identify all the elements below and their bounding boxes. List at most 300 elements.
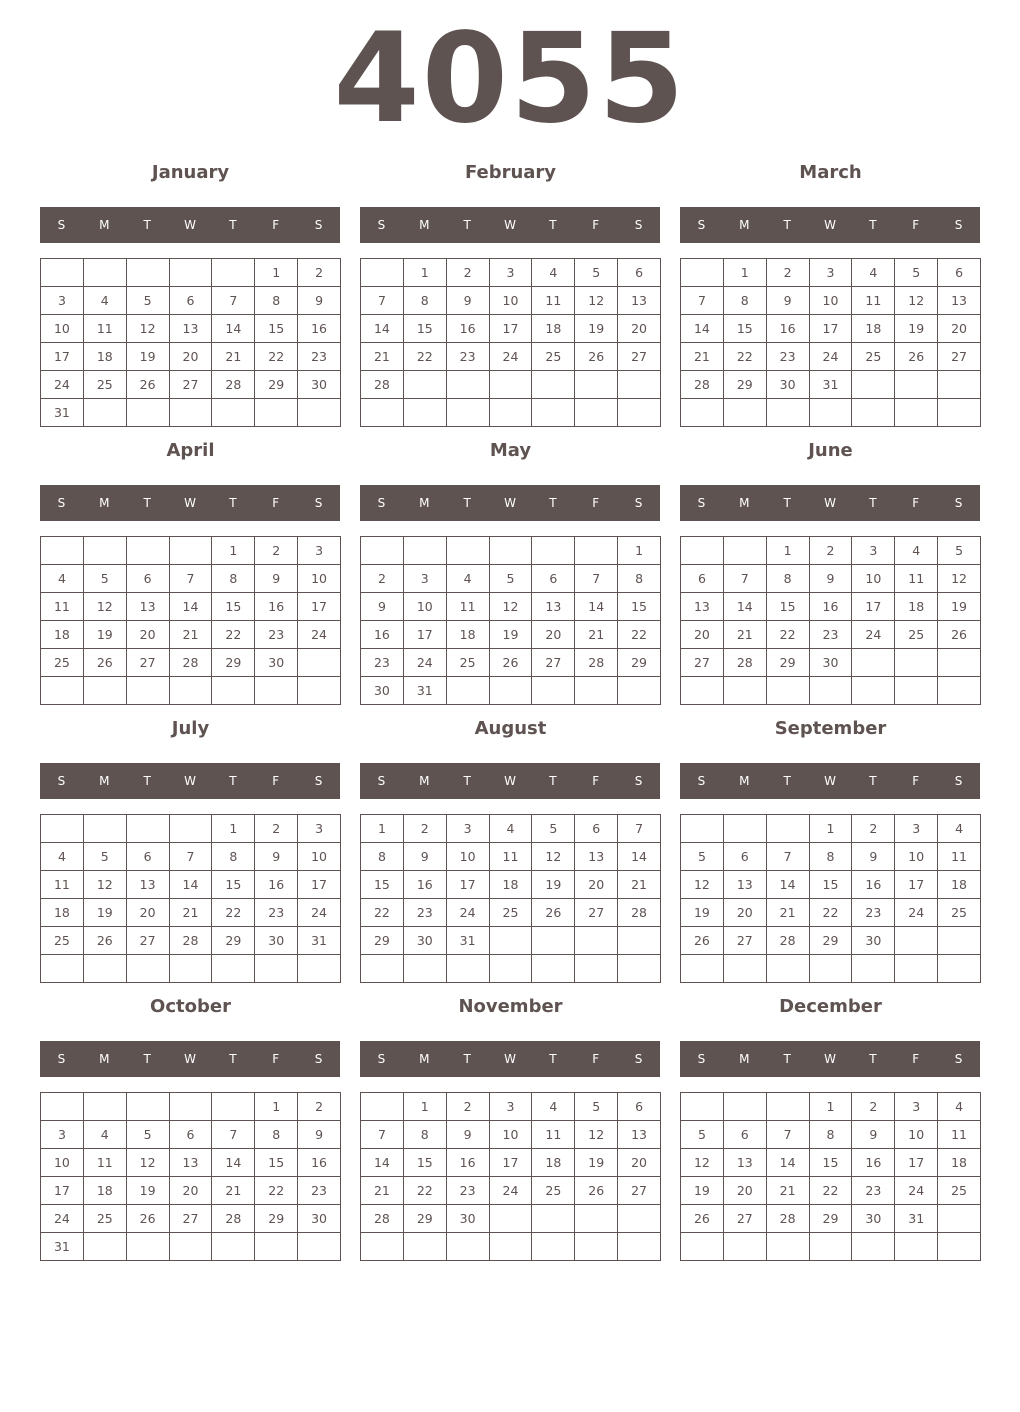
empty-cell [532,677,575,705]
weekday-label: S [377,1052,386,1066]
day-cell: 27 [724,927,767,955]
day-cell: 26 [575,343,618,371]
day-cell: 26 [127,371,170,399]
day-cell: 17 [447,871,490,899]
weekday-label: T [869,1052,877,1066]
day-cell: 19 [681,1177,724,1205]
day-cell: 27 [532,649,575,677]
weekday-label: S [954,218,963,232]
day-cell: 13 [170,1149,213,1177]
day-cell: 22 [255,343,298,371]
empty-cell [298,677,341,705]
day-cell: 18 [41,899,84,927]
empty-cell [938,1205,981,1233]
day-cell: 19 [127,343,170,371]
empty-cell [938,1233,981,1261]
empty-cell [255,399,298,427]
day-cell: 20 [170,1177,213,1205]
day-cell: 14 [212,1149,255,1177]
day-cell: 30 [810,649,853,677]
day-cell: 27 [618,343,661,371]
day-cell: 28 [767,1205,810,1233]
day-cell: 19 [84,621,127,649]
day-cell: 30 [447,1205,490,1233]
day-grid [360,258,661,427]
day-cell: 29 [212,927,255,955]
weekday-label: S [314,218,323,232]
weekday-label: F [272,218,280,232]
weekday-header [360,485,660,521]
day-cell: 16 [852,871,895,899]
weekday-label: S [954,1052,963,1066]
empty-cell [681,1233,724,1261]
day-cell: 15 [767,593,810,621]
day-cell: 23 [298,1177,341,1205]
day-cell: 23 [810,621,853,649]
empty-cell [895,677,938,705]
day-cell: 27 [681,649,724,677]
day-cell: 7 [575,565,618,593]
empty-cell [447,399,490,427]
empty-cell [532,1233,575,1261]
day-cell: 14 [618,843,661,871]
weekday-label: F [912,496,920,510]
day-cell: 9 [852,843,895,871]
month-title: January [151,162,230,183]
day-cell: 21 [212,343,255,371]
day-cell: 3 [298,537,341,565]
day-cell: 29 [810,1205,853,1233]
empty-cell [810,677,853,705]
day-cell: 14 [212,315,255,343]
day-cell: 25 [895,621,938,649]
day-cell: 25 [938,899,981,927]
day-cell: 9 [298,287,341,315]
day-cell: 10 [404,593,447,621]
day-cell: 1 [212,815,255,843]
empty-cell [127,815,170,843]
day-cell: 11 [532,1121,575,1149]
day-cell: 9 [255,843,298,871]
empty-cell [212,259,255,287]
day-cell: 8 [767,565,810,593]
weekday-label: W [504,496,516,510]
empty-cell [724,677,767,705]
day-cell: 16 [255,593,298,621]
weekday-label: M [739,496,750,510]
empty-cell [490,371,533,399]
day-cell: 19 [575,315,618,343]
weekday-label: S [57,1052,66,1066]
weekday-label: S [377,774,386,788]
day-cell: 12 [84,593,127,621]
day-cell: 4 [852,259,895,287]
day-cell: 29 [618,649,661,677]
day-cell: 23 [447,1177,490,1205]
day-cell: 23 [298,343,341,371]
empty-cell [895,649,938,677]
day-cell: 22 [810,899,853,927]
day-cell: 22 [255,1177,298,1205]
day-cell: 15 [810,1149,853,1177]
empty-cell [681,815,724,843]
day-cell: 13 [127,593,170,621]
weekday-label: W [184,496,196,510]
day-cell: 13 [575,843,618,871]
empty-cell [490,537,533,565]
day-cell: 12 [895,287,938,315]
day-cell: 9 [255,565,298,593]
day-cell: 6 [618,259,661,287]
month-title: November [458,996,563,1017]
empty-cell [447,537,490,565]
weekday-label: S [634,774,643,788]
empty-cell [361,399,404,427]
empty-cell [127,537,170,565]
day-cell: 21 [724,621,767,649]
weekday-label: T [229,774,237,788]
weekday-label: M [739,218,750,232]
day-cell: 13 [532,593,575,621]
weekday-label: S [314,496,323,510]
day-cell: 17 [298,593,341,621]
empty-cell [852,399,895,427]
day-cell: 24 [41,371,84,399]
empty-cell [41,537,84,565]
weekday-label: S [634,1052,643,1066]
weekday-label: F [912,1052,920,1066]
day-cell: 30 [255,649,298,677]
empty-cell [170,677,213,705]
weekday-label: T [549,1052,557,1066]
day-cell: 21 [361,343,404,371]
day-cell: 20 [618,1149,661,1177]
empty-cell [84,1233,127,1261]
day-cell: 25 [41,927,84,955]
empty-cell [84,955,127,983]
day-cell: 5 [938,537,981,565]
weekday-label: T [463,218,471,232]
empty-cell [532,955,575,983]
day-cell: 5 [532,815,575,843]
day-cell: 25 [532,343,575,371]
day-cell: 1 [361,815,404,843]
day-cell: 9 [404,843,447,871]
month-title: April [166,440,215,461]
day-cell: 7 [681,287,724,315]
day-cell: 2 [852,1093,895,1121]
empty-cell [41,677,84,705]
empty-cell [938,649,981,677]
day-cell: 21 [618,871,661,899]
day-cell: 4 [532,1093,575,1121]
day-cell: 7 [212,287,255,315]
day-cell: 23 [852,1177,895,1205]
empty-cell [532,399,575,427]
day-cell: 28 [212,371,255,399]
weekday-label: S [57,218,66,232]
day-cell: 1 [618,537,661,565]
day-cell: 10 [895,1121,938,1149]
day-cell: 27 [575,899,618,927]
day-cell: 30 [298,371,341,399]
day-cell: 19 [532,871,575,899]
empty-cell [361,259,404,287]
day-cell: 24 [810,343,853,371]
day-cell: 14 [767,1149,810,1177]
weekday-header [360,763,660,799]
day-cell: 12 [575,287,618,315]
day-cell: 25 [84,1205,127,1233]
day-cell: 21 [767,899,810,927]
weekday-label: T [229,1052,237,1066]
weekday-label: T [143,218,151,232]
empty-cell [447,955,490,983]
empty-cell [170,1233,213,1261]
day-cell: 17 [895,1149,938,1177]
empty-cell [532,927,575,955]
empty-cell [170,259,213,287]
weekday-label: W [824,496,836,510]
day-cell: 11 [490,843,533,871]
day-cell: 6 [938,259,981,287]
day-cell: 8 [255,287,298,315]
day-cell: 4 [895,537,938,565]
weekday-label: M [419,1052,430,1066]
empty-cell [618,1233,661,1261]
day-cell: 20 [127,621,170,649]
weekday-header [40,485,340,521]
day-cell: 19 [938,593,981,621]
day-cell: 7 [767,843,810,871]
day-cell: 31 [404,677,447,705]
day-cell: 15 [618,593,661,621]
day-cell: 27 [170,371,213,399]
day-cell: 11 [41,871,84,899]
month-title: August [474,718,547,739]
day-cell: 3 [895,815,938,843]
empty-cell [852,677,895,705]
empty-cell [84,677,127,705]
weekday-label: T [229,496,237,510]
day-grid [40,258,341,427]
day-cell: 10 [41,315,84,343]
day-cell: 21 [170,899,213,927]
day-cell: 9 [767,287,810,315]
day-cell: 22 [404,1177,447,1205]
day-cell: 31 [41,1233,84,1261]
day-grid [680,536,981,705]
day-cell: 27 [724,1205,767,1233]
day-cell: 7 [361,1121,404,1149]
empty-cell [767,399,810,427]
day-grid [360,1092,661,1261]
weekday-label: T [783,496,791,510]
weekday-label: T [549,774,557,788]
day-cell: 5 [681,843,724,871]
empty-cell [767,955,810,983]
day-cell: 10 [447,843,490,871]
empty-cell [255,955,298,983]
empty-cell [127,399,170,427]
day-cell: 29 [255,1205,298,1233]
weekday-label: S [377,218,386,232]
day-cell: 19 [895,315,938,343]
month-title: July [171,718,210,739]
day-cell: 30 [298,1205,341,1233]
weekday-label: W [504,1052,516,1066]
day-cell: 6 [724,1121,767,1149]
day-cell: 7 [170,565,213,593]
day-cell: 5 [490,565,533,593]
day-cell: 12 [127,315,170,343]
empty-cell [575,537,618,565]
weekday-label: M [739,774,750,788]
empty-cell [361,955,404,983]
empty-cell [41,259,84,287]
empty-cell [84,1093,127,1121]
empty-cell [938,955,981,983]
day-cell: 22 [361,899,404,927]
empty-cell [490,677,533,705]
empty-cell [404,1233,447,1261]
month-title: June [808,440,853,461]
day-cell: 4 [532,259,575,287]
day-cell: 8 [724,287,767,315]
day-cell: 24 [41,1205,84,1233]
day-cell: 25 [852,343,895,371]
weekday-label: W [184,218,196,232]
day-cell: 18 [938,1149,981,1177]
day-cell: 23 [255,899,298,927]
empty-cell [724,955,767,983]
day-cell: 21 [361,1177,404,1205]
weekday-label: M [99,218,110,232]
day-cell: 10 [490,1121,533,1149]
day-cell: 19 [575,1149,618,1177]
day-cell: 4 [490,815,533,843]
day-cell: 15 [212,593,255,621]
calendar-year: 4055 [333,7,687,151]
empty-cell [681,259,724,287]
empty-cell [41,815,84,843]
day-cell: 24 [298,899,341,927]
day-cell: 24 [298,621,341,649]
day-cell: 30 [361,677,404,705]
empty-cell [895,955,938,983]
empty-cell [212,955,255,983]
day-cell: 8 [810,1121,853,1149]
weekday-label: S [697,774,706,788]
empty-cell [532,1205,575,1233]
empty-cell [490,1205,533,1233]
day-cell: 18 [41,621,84,649]
day-cell: 25 [447,649,490,677]
day-cell: 18 [447,621,490,649]
day-cell: 9 [361,593,404,621]
empty-cell [852,649,895,677]
weekday-label: F [592,1052,600,1066]
day-cell: 11 [41,593,84,621]
day-cell: 21 [575,621,618,649]
day-cell: 14 [724,593,767,621]
empty-cell [212,1233,255,1261]
day-cell: 24 [895,1177,938,1205]
empty-cell [618,399,661,427]
day-cell: 28 [767,927,810,955]
day-grid [680,814,981,983]
day-cell: 4 [938,815,981,843]
day-cell: 27 [618,1177,661,1205]
empty-cell [490,955,533,983]
day-cell: 28 [170,649,213,677]
day-cell: 11 [895,565,938,593]
day-cell: 11 [938,843,981,871]
day-cell: 20 [681,621,724,649]
empty-cell [938,371,981,399]
day-cell: 17 [490,315,533,343]
weekday-header [40,207,340,243]
day-cell: 27 [127,927,170,955]
weekday-header [680,1041,980,1077]
day-cell: 16 [255,871,298,899]
day-cell: 3 [298,815,341,843]
day-cell: 1 [404,259,447,287]
day-grid [40,814,341,983]
day-cell: 26 [490,649,533,677]
day-cell: 15 [404,315,447,343]
empty-cell [618,1205,661,1233]
day-cell: 6 [127,843,170,871]
weekday-label: S [57,774,66,788]
day-cell: 16 [298,1149,341,1177]
empty-cell [170,537,213,565]
day-cell: 1 [810,1093,853,1121]
day-cell: 28 [681,371,724,399]
day-cell: 26 [681,1205,724,1233]
day-cell: 8 [212,565,255,593]
empty-cell [361,537,404,565]
empty-cell [532,537,575,565]
empty-cell [767,677,810,705]
empty-cell [852,1233,895,1261]
day-cell: 1 [767,537,810,565]
day-cell: 29 [361,927,404,955]
day-cell: 5 [681,1121,724,1149]
day-cell: 21 [681,343,724,371]
weekday-label: F [912,774,920,788]
weekday-header [680,207,980,243]
day-cell: 23 [767,343,810,371]
day-cell: 23 [852,899,895,927]
day-cell: 18 [532,315,575,343]
day-cell: 16 [767,315,810,343]
empty-cell [724,399,767,427]
day-cell: 25 [490,899,533,927]
day-cell: 2 [404,815,447,843]
day-cell: 2 [852,815,895,843]
day-cell: 24 [852,621,895,649]
empty-cell [84,259,127,287]
empty-cell [212,1093,255,1121]
day-cell: 16 [361,621,404,649]
weekday-label: F [272,774,280,788]
day-grid [360,814,661,983]
day-cell: 27 [127,649,170,677]
day-cell: 12 [532,843,575,871]
month-title: December [779,996,882,1017]
day-cell: 12 [490,593,533,621]
